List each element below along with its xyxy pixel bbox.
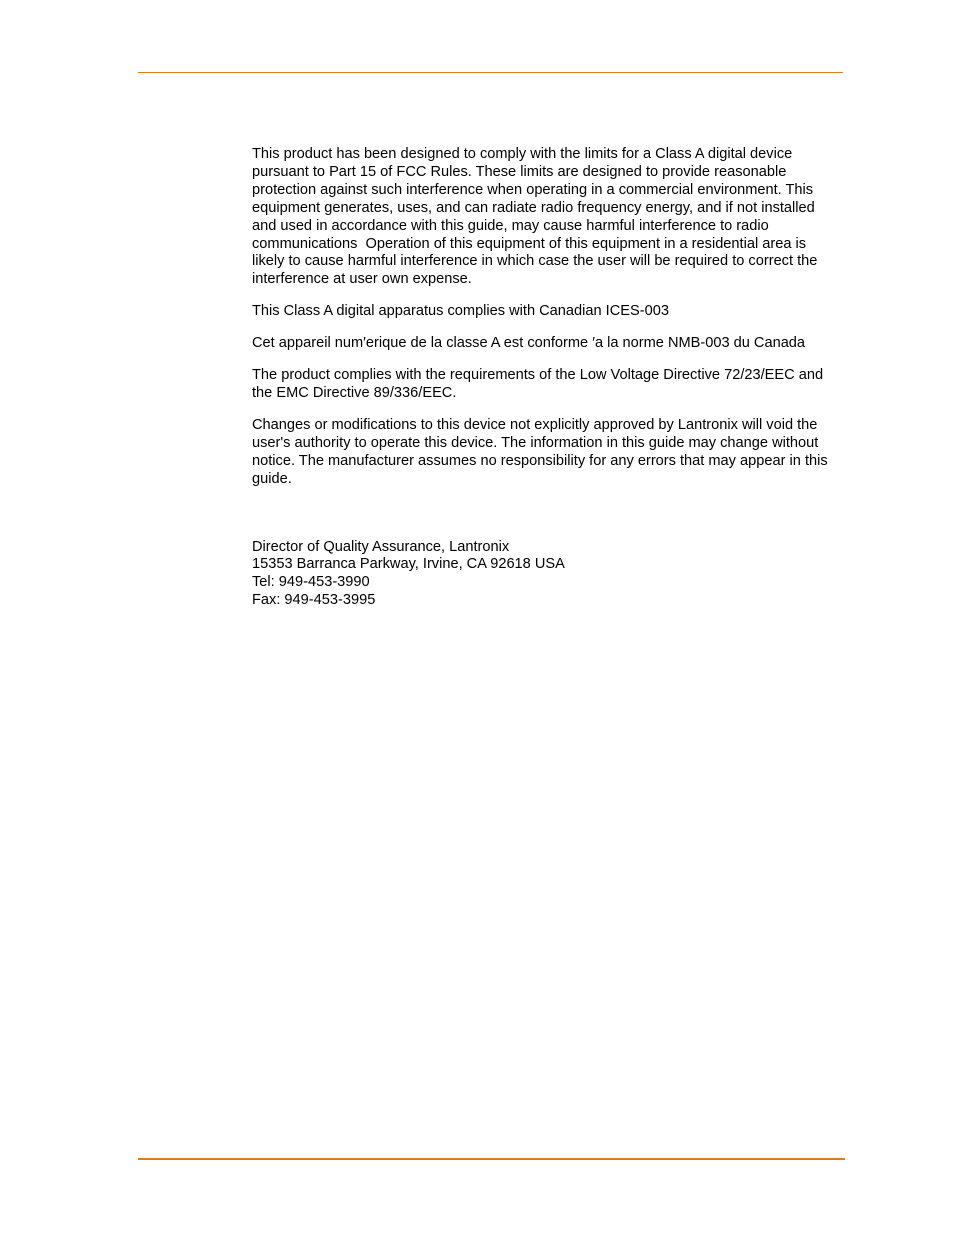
header-rule [138,72,843,73]
address-line-fax: Fax: 949-453-3995 [252,592,376,609]
address-line-street: 15353 Barranca Parkway, Irvine, CA 92618 USA [252,556,565,573]
document-body [252,146,842,610]
modifications-disclaimer-paragraph: Changes or modifications to this device not explicitly approved by Lantronix will void the user's authority to operate this device. The information in this guide may change without notice. The manufacturer assumes no responsibility for any errors that may appear in this guide. [252,416,832,487]
footer-rule [138,1158,845,1160]
address-line-title: Director of Quality Assurance, Lantronix [252,538,510,555]
nmb-compliance-paragraph: Cet appareil num′erique de la classe A est conforme ′a la norme NMB-003 du Canada [252,335,806,352]
ices-compliance-paragraph: This Class A digital apparatus complies with Canadian ICES-003 [252,303,669,320]
eu-directive-paragraph: The product complies with the requirements of the Low Voltage Directive 72/23/EEC and the EMC Directive 89/336/EEC. [252,367,828,401]
contact-address [252,539,842,611]
address-line-telephone: Tel: 949-453-3990 [252,574,370,591]
fcc-compliance-paragraph: This product has been designed to comply with the limits for a Class A digital device pursuant to Part 15 of FCC Rules. These limits are designed to provide reasonable protection against such interference when operating in a commercial environment. This equipment generates, uses, and can radiate radio frequency energy, and if not installed and used in accordance with this guide, may cause harmful interference to radio communications Operation of this equipment of this equipment in a residential area is likely to cause harmful interference in which case the user will be required to correct the interference at user own expense. [252,146,822,288]
